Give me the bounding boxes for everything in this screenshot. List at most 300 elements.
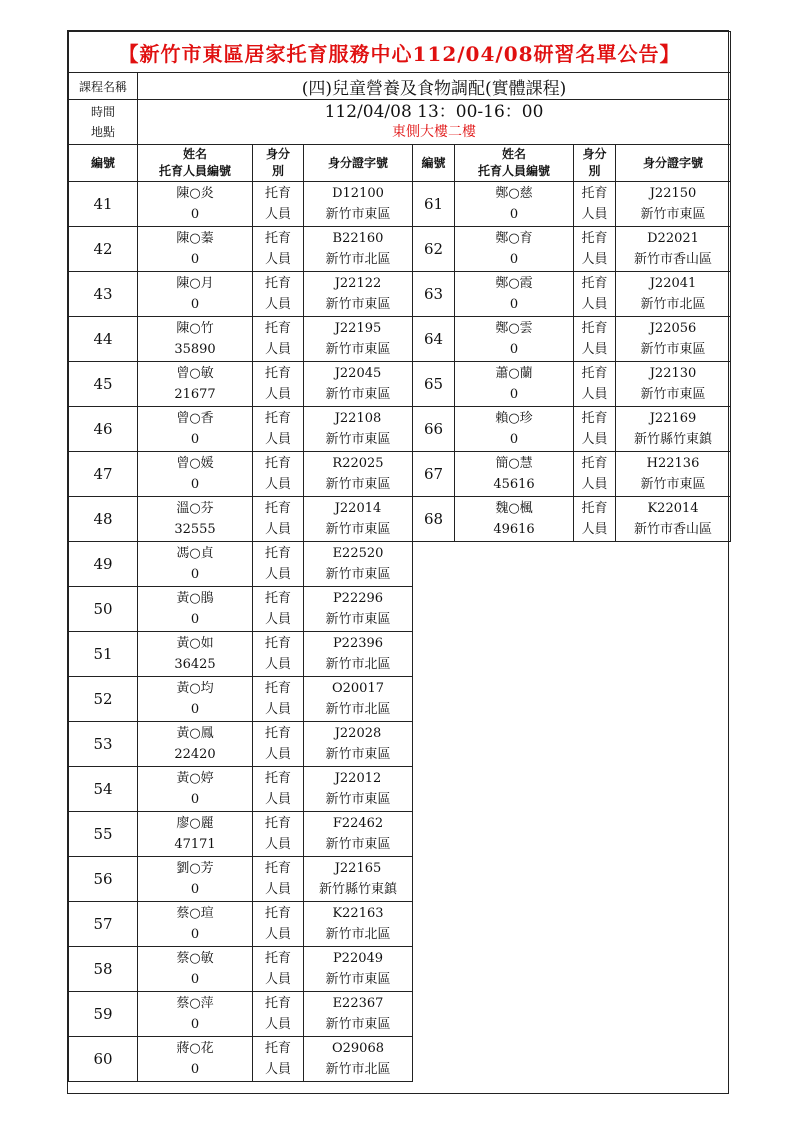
entry-area: 新竹市東區 xyxy=(325,747,391,762)
entry-caregiver-code: 0 xyxy=(190,567,200,582)
entry-role-cell xyxy=(253,407,304,452)
entry-name: 蔡○萍 xyxy=(176,996,214,1011)
entry-role-cell xyxy=(574,452,616,497)
entry-name-cell xyxy=(138,812,253,857)
table-row xyxy=(69,542,731,587)
entry-role-line1: 托育 xyxy=(264,906,291,921)
entry-area: 新竹市東區 xyxy=(325,522,391,537)
table-row xyxy=(69,182,731,227)
entry-area: 新竹市東區 xyxy=(325,837,391,852)
entry-id-cell xyxy=(304,317,413,362)
entry-name-cell xyxy=(138,947,253,992)
entry-role-line2: 人員 xyxy=(581,477,608,492)
table-row xyxy=(69,497,731,542)
header-name-left xyxy=(138,145,253,182)
entry-role-line2: 人員 xyxy=(264,567,291,582)
entry-area: 新竹市東區 xyxy=(325,297,391,312)
header-name-line1: 姓名 xyxy=(182,147,207,161)
entry-number: 58 xyxy=(69,947,138,992)
entry-number: 66 xyxy=(413,407,455,452)
entry-id-cell xyxy=(304,452,413,497)
entry-id-cell xyxy=(304,182,413,227)
entry-id: P22049 xyxy=(332,951,384,966)
header-no-left: 編號 xyxy=(69,145,138,182)
entry-role-line2: 人員 xyxy=(264,207,291,222)
entry-role-cell xyxy=(253,317,304,362)
entry-role-line2: 人員 xyxy=(264,882,291,897)
entry-id-cell xyxy=(616,407,731,452)
course-label: 課程名稱 xyxy=(69,73,138,100)
entry-caregiver-code: 0 xyxy=(190,297,200,312)
entry-role-line2: 人員 xyxy=(264,432,291,447)
entry-caregiver-code: 32555 xyxy=(174,522,216,537)
entry-id-cell xyxy=(304,767,413,812)
entry-role-cell xyxy=(574,407,616,452)
entry-name-cell xyxy=(138,542,253,587)
header-name-line1: 姓名 xyxy=(501,147,526,161)
entry-id-cell xyxy=(616,497,731,542)
entry-role-line2: 人員 xyxy=(264,252,291,267)
entry-role-line2: 人員 xyxy=(264,342,291,357)
entry-number: 54 xyxy=(69,767,138,812)
entry-role-cell xyxy=(253,587,304,632)
entry-caregiver-code: 0 xyxy=(190,792,200,807)
entry-caregiver-code: 0 xyxy=(190,252,200,267)
entry-area: 新竹市香山區 xyxy=(634,252,713,267)
entry-role-line2: 人員 xyxy=(264,927,291,942)
entry-number: 46 xyxy=(69,407,138,452)
entry-caregiver-code: 0 xyxy=(190,1017,200,1032)
entry-number: 63 xyxy=(413,272,455,317)
entry-role-line1: 托育 xyxy=(581,366,608,381)
entry-area: 新竹市東區 xyxy=(640,477,706,492)
entry-role-line1: 托育 xyxy=(264,456,291,471)
entry-name: 陳○蓁 xyxy=(176,231,214,246)
entry-number: 51 xyxy=(69,632,138,677)
entry-id: O29068 xyxy=(331,1041,384,1056)
entry-id-cell xyxy=(304,497,413,542)
entry-role-line2: 人員 xyxy=(581,432,608,447)
entry-role-line2: 人員 xyxy=(264,1062,291,1077)
entry-id-cell xyxy=(304,947,413,992)
entry-area: 新竹市東區 xyxy=(640,342,706,357)
entry-role-line1: 托育 xyxy=(264,1041,291,1056)
entry-role-line1: 托育 xyxy=(264,591,291,606)
entry-id: O20017 xyxy=(331,681,384,696)
entry-name: 曾○敏 xyxy=(176,366,214,381)
entry-role-cell xyxy=(253,677,304,722)
entry-caregiver-code: 22420 xyxy=(174,747,216,762)
header-role-line2: 別 xyxy=(588,164,601,178)
entry-role-cell xyxy=(253,542,304,587)
entry-caregiver-code: 0 xyxy=(190,882,200,897)
entry-id-cell xyxy=(304,632,413,677)
entry-role-line1: 托育 xyxy=(264,996,291,1011)
entry-area: 新竹市東區 xyxy=(325,207,391,222)
entry-role-line1: 托育 xyxy=(581,186,608,201)
entry-id-cell xyxy=(304,857,413,902)
entry-name: 曾○香 xyxy=(176,411,214,426)
entry-number: 49 xyxy=(69,542,138,587)
entry-id: K22163 xyxy=(332,906,384,921)
entry-caregiver-code: 35890 xyxy=(174,342,216,357)
entry-id: J22169 xyxy=(649,411,697,426)
entry-name: 蕭○蘭 xyxy=(495,366,533,381)
entry-area: 新竹市東區 xyxy=(325,1017,391,1032)
entry-role-line1: 托育 xyxy=(264,231,291,246)
entry-role-cell xyxy=(253,227,304,272)
entry-role-line2: 人員 xyxy=(264,387,291,402)
header-role-line1: 身分 xyxy=(265,147,290,161)
entry-name: 鄭○育 xyxy=(495,231,533,246)
entry-role-line2: 人員 xyxy=(264,972,291,987)
entry-role-cell xyxy=(253,632,304,677)
entry-name-cell xyxy=(138,992,253,1037)
entry-id-cell xyxy=(304,722,413,767)
entry-id-cell xyxy=(304,902,413,947)
entry-name-cell xyxy=(138,767,253,812)
place-label: 地點 xyxy=(90,125,115,139)
entry-id-cell xyxy=(616,182,731,227)
entry-caregiver-code: 45616 xyxy=(493,477,535,492)
entry-role-line2: 人員 xyxy=(264,522,291,537)
entry-role-line1: 托育 xyxy=(264,366,291,381)
entry-number: 52 xyxy=(69,677,138,722)
entry-name-cell xyxy=(138,407,253,452)
entry-id-cell xyxy=(616,362,731,407)
roster-sheet xyxy=(67,30,729,1094)
entry-id-cell xyxy=(616,317,731,362)
time-place-value xyxy=(138,100,731,145)
entry-role-line1: 托育 xyxy=(264,771,291,786)
entry-name-cell xyxy=(455,227,574,272)
entry-role-line2: 人員 xyxy=(264,1017,291,1032)
time-place-row xyxy=(69,100,731,145)
header-role-line2: 別 xyxy=(271,164,284,178)
entry-area: 新竹市北區 xyxy=(325,927,391,942)
entry-id-cell xyxy=(304,677,413,722)
entry-id-cell xyxy=(304,227,413,272)
entry-id-cell xyxy=(304,587,413,632)
entry-name-cell xyxy=(138,857,253,902)
entry-name-cell xyxy=(138,677,253,722)
entry-name: 黃○均 xyxy=(176,681,214,696)
place-value: 東側大樓二樓 xyxy=(392,124,477,140)
course-row xyxy=(69,73,731,100)
entry-id: J22056 xyxy=(649,321,697,336)
entry-name-cell xyxy=(138,902,253,947)
entry-caregiver-code: 47171 xyxy=(174,837,216,852)
entry-name: 廖○麗 xyxy=(176,816,214,831)
entry-id: J22195 xyxy=(334,321,382,336)
entry-id: E22520 xyxy=(332,546,384,561)
entry-caregiver-code: 0 xyxy=(509,432,519,447)
entry-id: J22014 xyxy=(334,501,382,516)
entry-name: 蔡○敏 xyxy=(176,951,214,966)
entry-name-cell xyxy=(138,317,253,362)
entry-role-cell xyxy=(253,947,304,992)
entry-name: 陳○月 xyxy=(176,276,214,291)
entry-role-line1: 托育 xyxy=(264,501,291,516)
table-row xyxy=(69,452,731,497)
entry-caregiver-code: 21677 xyxy=(174,387,216,402)
entry-id: R22025 xyxy=(332,456,384,471)
title-row xyxy=(69,32,731,73)
entry-caregiver-code: 0 xyxy=(509,297,519,312)
entry-role-line1: 托育 xyxy=(264,636,291,651)
header-role-line1: 身分 xyxy=(582,147,607,161)
header-no-right: 編號 xyxy=(413,145,455,182)
entry-area: 新竹市東區 xyxy=(325,972,391,987)
entry-area: 新竹市東區 xyxy=(640,387,706,402)
entry-name-cell xyxy=(455,317,574,362)
entry-area: 新竹市北區 xyxy=(325,657,391,672)
entry-id: J22045 xyxy=(334,366,382,381)
entry-caregiver-code: 0 xyxy=(190,432,200,447)
entry-role-cell xyxy=(253,722,304,767)
entry-role-cell xyxy=(574,272,616,317)
entry-role-line1: 托育 xyxy=(264,321,291,336)
entry-role-line2: 人員 xyxy=(264,837,291,852)
time-label: 時間 xyxy=(90,105,115,119)
entry-role-line1: 托育 xyxy=(581,231,608,246)
entry-number: 59 xyxy=(69,992,138,1037)
roster-table xyxy=(68,31,731,1082)
entry-id: J22165 xyxy=(334,861,382,876)
entry-name-cell xyxy=(455,272,574,317)
entry-name-cell xyxy=(455,182,574,227)
entry-name: 曾○媛 xyxy=(176,456,214,471)
entry-id: K22014 xyxy=(647,501,699,516)
time-place-label xyxy=(69,100,138,145)
entry-name: 鄭○霞 xyxy=(495,276,533,291)
entry-role-line2: 人員 xyxy=(581,297,608,312)
entry-name-cell xyxy=(455,362,574,407)
entry-id-cell xyxy=(304,992,413,1037)
table-row xyxy=(69,407,731,452)
entry-role-line1: 托育 xyxy=(581,411,608,426)
entry-name: 黃○婷 xyxy=(176,771,214,786)
entry-number: 42 xyxy=(69,227,138,272)
entry-number: 47 xyxy=(69,452,138,497)
entry-caregiver-code: 0 xyxy=(190,612,200,627)
entry-role-line1: 托育 xyxy=(264,186,291,201)
entry-role-line1: 托育 xyxy=(264,546,291,561)
entry-name-cell xyxy=(138,452,253,497)
entry-id: D22021 xyxy=(647,231,699,246)
entry-id: D12100 xyxy=(332,186,384,201)
entry-role-line1: 托育 xyxy=(264,411,291,426)
entry-role-line1: 托育 xyxy=(264,681,291,696)
entry-name: 黃○如 xyxy=(176,636,214,651)
entry-role-cell xyxy=(253,362,304,407)
entry-number: 62 xyxy=(413,227,455,272)
header-role-right xyxy=(574,145,616,182)
entry-id-cell xyxy=(304,407,413,452)
entry-role-cell xyxy=(253,812,304,857)
entry-role-line1: 托育 xyxy=(581,321,608,336)
entry-name: 賴○珍 xyxy=(495,411,533,426)
entry-name: 蔣○花 xyxy=(176,1041,214,1056)
header-name-line2: 托育人員編號 xyxy=(477,164,550,178)
entry-id: E22367 xyxy=(332,996,384,1011)
entry-id: J22108 xyxy=(334,411,382,426)
entry-id-cell xyxy=(304,272,413,317)
entry-id-cell xyxy=(616,272,731,317)
table-row xyxy=(69,272,731,317)
entry-id-cell xyxy=(304,362,413,407)
entry-id: H22136 xyxy=(646,456,700,471)
header-id-right: 身分證字號 xyxy=(616,145,731,182)
entry-number: 67 xyxy=(413,452,455,497)
entry-caregiver-code: 0 xyxy=(190,972,200,987)
entry-name: 鄭○雲 xyxy=(495,321,533,336)
entry-role-cell xyxy=(574,227,616,272)
entry-caregiver-code: 0 xyxy=(190,927,200,942)
entry-id-cell xyxy=(304,1037,413,1082)
entry-name: 鄭○慈 xyxy=(495,186,533,201)
entry-area: 新竹市東區 xyxy=(325,477,391,492)
entry-area: 新竹市北區 xyxy=(640,297,706,312)
entry-name-cell xyxy=(455,452,574,497)
entry-area: 新竹市東區 xyxy=(640,207,706,222)
entry-role-cell xyxy=(574,497,616,542)
table-row xyxy=(69,227,731,272)
entry-number: 56 xyxy=(69,857,138,902)
entry-role-line1: 托育 xyxy=(581,276,608,291)
entry-role-line2: 人員 xyxy=(581,252,608,267)
entry-number: 64 xyxy=(413,317,455,362)
entry-role-line2: 人員 xyxy=(264,477,291,492)
entry-caregiver-code: 0 xyxy=(190,1062,200,1077)
entry-role-line2: 人員 xyxy=(264,297,291,312)
entry-area: 新竹市東區 xyxy=(325,387,391,402)
entry-role-line2: 人員 xyxy=(264,612,291,627)
entry-number: 41 xyxy=(69,182,138,227)
header-role-left xyxy=(253,145,304,182)
entry-role-line2: 人員 xyxy=(264,657,291,672)
entry-role-line1: 托育 xyxy=(264,726,291,741)
entry-name: 陳○竹 xyxy=(176,321,214,336)
entry-id-cell xyxy=(304,542,413,587)
entry-id: P22396 xyxy=(332,636,384,651)
entry-role-cell xyxy=(253,452,304,497)
entry-id: J22150 xyxy=(649,186,697,201)
entry-role-line1: 托育 xyxy=(581,456,608,471)
entry-name: 黃○鵑 xyxy=(176,591,214,606)
empty-area xyxy=(413,542,731,1082)
entry-name: 蔡○瑄 xyxy=(176,906,214,921)
entry-area: 新竹市北區 xyxy=(325,252,391,267)
entry-name-cell xyxy=(138,1037,253,1082)
entry-role-line1: 托育 xyxy=(264,951,291,966)
entry-role-cell xyxy=(253,272,304,317)
entry-role-line2: 人員 xyxy=(581,207,608,222)
entry-id: B22160 xyxy=(332,231,384,246)
entry-id-cell xyxy=(616,452,731,497)
entry-area: 新竹縣竹東鎮 xyxy=(634,432,713,447)
entry-caregiver-code: 49616 xyxy=(493,522,535,537)
entry-id: J22122 xyxy=(334,276,382,291)
entry-id: J22028 xyxy=(334,726,382,741)
entry-id-cell xyxy=(304,812,413,857)
entry-number: 65 xyxy=(413,362,455,407)
entry-role-cell xyxy=(253,182,304,227)
entry-name-cell xyxy=(138,362,253,407)
table-row xyxy=(69,362,731,407)
entry-name-cell xyxy=(138,497,253,542)
header-name-line2: 托育人員編號 xyxy=(158,164,231,178)
entry-role-line2: 人員 xyxy=(264,702,291,717)
entry-area: 新竹縣竹東鎮 xyxy=(318,882,397,897)
entry-name: 黃○鳳 xyxy=(176,726,214,741)
entry-area: 新竹市東區 xyxy=(325,432,391,447)
entry-role-line2: 人員 xyxy=(581,387,608,402)
entry-role-cell xyxy=(253,497,304,542)
entry-caregiver-code: 0 xyxy=(509,207,519,222)
entry-id-cell xyxy=(616,227,731,272)
entry-role-cell xyxy=(574,362,616,407)
entry-name-cell xyxy=(138,587,253,632)
entry-name: 魏○楓 xyxy=(495,501,533,516)
entry-name-cell xyxy=(455,407,574,452)
page-title: 【新竹市東區居家托育服務中心112/04/08研習名單公告】 xyxy=(69,32,731,73)
entry-role-line1: 托育 xyxy=(264,276,291,291)
entry-area: 新竹市東區 xyxy=(325,792,391,807)
header-row xyxy=(69,145,731,182)
entry-id: J22012 xyxy=(334,771,382,786)
time-value: 112/04/08 13：00-16：00 xyxy=(324,102,544,122)
course-name: (四)兒童營養及食物調配(實體課程) xyxy=(138,73,731,100)
entry-number: 45 xyxy=(69,362,138,407)
header-name-right xyxy=(455,145,574,182)
entry-number: 53 xyxy=(69,722,138,767)
entry-role-line1: 托育 xyxy=(264,861,291,876)
entry-area: 新竹市北區 xyxy=(325,702,391,717)
entry-number: 44 xyxy=(69,317,138,362)
entry-area: 新竹市香山區 xyxy=(634,522,713,537)
table-row xyxy=(69,317,731,362)
entry-role-cell xyxy=(253,767,304,812)
entry-role-line1: 托育 xyxy=(264,816,291,831)
entry-role-cell xyxy=(253,1037,304,1082)
entry-id: J22130 xyxy=(649,366,697,381)
entry-role-line2: 人員 xyxy=(581,522,608,537)
entry-caregiver-code: 0 xyxy=(190,207,200,222)
entry-area: 新竹市東區 xyxy=(325,342,391,357)
entry-role-cell xyxy=(253,857,304,902)
entry-caregiver-code: 0 xyxy=(509,342,519,357)
entry-role-line2: 人員 xyxy=(264,747,291,762)
entry-area: 新竹市東區 xyxy=(325,612,391,627)
entry-role-cell xyxy=(574,317,616,362)
entry-number: 48 xyxy=(69,497,138,542)
entry-number: 43 xyxy=(69,272,138,317)
entry-number: 55 xyxy=(69,812,138,857)
entry-name-cell xyxy=(455,497,574,542)
entry-caregiver-code: 0 xyxy=(509,387,519,402)
entry-name-cell xyxy=(138,272,253,317)
entry-caregiver-code: 36425 xyxy=(174,657,216,672)
entry-name: 馮○貞 xyxy=(176,546,214,561)
entry-number: 61 xyxy=(413,182,455,227)
entry-name-cell xyxy=(138,632,253,677)
entry-id: J22041 xyxy=(649,276,697,291)
entry-name-cell xyxy=(138,182,253,227)
entry-area: 新竹市東區 xyxy=(325,567,391,582)
entry-role-line2: 人員 xyxy=(264,792,291,807)
entry-role-cell xyxy=(253,992,304,1037)
